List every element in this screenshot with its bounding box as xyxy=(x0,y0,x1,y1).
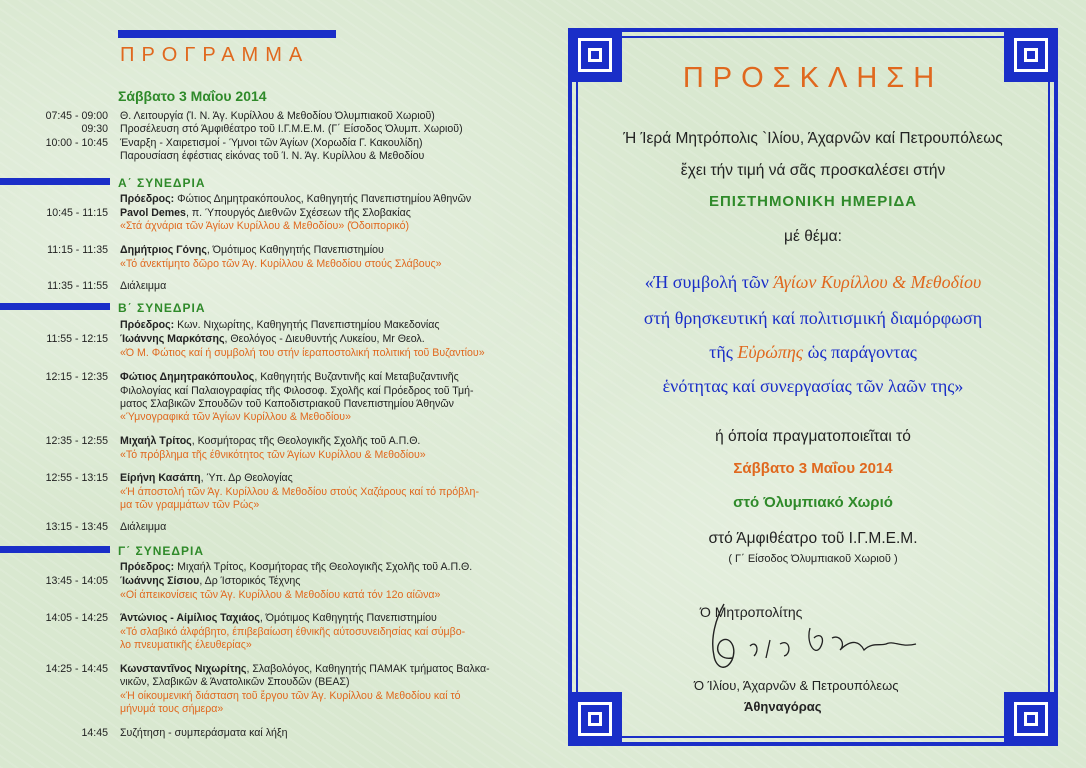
frame-inner-bottom xyxy=(576,736,1050,738)
venue-note: ( Γ΄ Είσοδος Όλυμπιακοῦ Χωριοῦ ) xyxy=(728,553,898,565)
program-title: ΠΡΟΓΡΑΜΜΑ xyxy=(120,44,310,66)
theme-line4: ἑνότητας καί συνεργασίας τῶν λαῶν της» xyxy=(662,376,964,396)
frame-border-top xyxy=(568,28,1058,32)
session-c-title: Γ΄ ΣΥΝΕΔΡΙΑ xyxy=(118,544,205,558)
invitation-line3: μέ θέμα: xyxy=(784,228,842,245)
invitation-title: ΠΡΟΣΚΛΗΣΗ xyxy=(682,62,944,94)
title-bar xyxy=(118,30,336,38)
signature-image xyxy=(680,598,930,678)
session-a-title: Α΄ ΣΥΝΕΔΡΙΑ xyxy=(118,176,206,190)
event-name: ΕΠΙΣΤΗΜΟΝΙΚΗ ΗΜΕΡΙΔΑ xyxy=(708,193,918,210)
invitation-place: στό Όλυμπιακό Χωριό xyxy=(733,494,893,511)
invitation-venue: στό Άμφιθέατρο τοῦ Ι.Γ.Μ.Ε.Μ. xyxy=(708,530,918,547)
session-a-bar xyxy=(0,178,110,185)
corner-ornament-bottom-left xyxy=(568,692,622,746)
theme-line1: «Ή συμβολή τῶν Άγίων Κυρίλλου & Μεθοδίου xyxy=(644,272,982,292)
session-b-bar xyxy=(0,303,110,310)
invitation-line1: Ή Ίερά Μητρόπολις `Ιλίου, Άχαρνῶν καί Πετρουπόλεως xyxy=(623,130,1003,147)
theme-line2: στή θρησκευτική καί πολιτισμική διαμόρφωση xyxy=(643,308,983,328)
invitation-line2: ἔχει τήν τιμή νά σᾶς προσκαλέσει στήν xyxy=(680,162,946,179)
corner-ornament-bottom-right xyxy=(1004,692,1058,746)
invitation-date: Σάββατο 3 Μαΐου 2014 xyxy=(733,460,893,477)
session-c-bar xyxy=(0,546,110,553)
signer-role: Ό Μητροπολίτης xyxy=(700,604,803,620)
invitation-line4: ή όποία πραγματοποιεῖται τό xyxy=(715,428,911,445)
program-date: Σάββατο 3 Μαΐου 2014 xyxy=(118,88,267,104)
signer-name: Άθηναγόρας xyxy=(744,699,822,714)
program-panel: ΠΡΟΓΡΑΜΜΑ Σάββατο 3 Μαΐου 2014 07:45 - 09:00 Θ. Λειτουργία (Ί. Ν. Άγ. Κυρίλλου & Μεθοδίου Όλυμπιακοῦ Χωριοῦ) 09:30 Προσέλευση στό Άμφιθέατρο τοῦ Ι.Γ.Μ.Ε.Μ. (Γ΄ Είσοδος Όλυμπ. Χωριοῦ) 10:00 - 10:45 Έναρξη - Χαιρετισμοί - Ύμνοι τῶν Άγίων (Χορωδία Γ. Κακουλίδη) Παρουσίαση έφέστιας εἰκόνας τοῦ Ί. Ν. Άγ. Κυρίλλου & Μεθοδίου Α΄ ΣΥΝΕΔΡΙΑ Πρόεδρος: Φώτιος Δημητρακόπουλος, Καθηγητής Πανεπιστημίου Άθηνῶν 10:45 - 11:15 Pavol Demes, π. Ύπουργός Διεθνῶν Σχέσεων τῆς Σλοβακίας «Στά άχνάρια τῶν Άγίων Κυρίλλου & Μεθοδίου» (Όδοιπορικό) 11:15 - 11:35 Δημήτριος Γόνης, Όμότιμος Καθηγητής Πανεπιστημίου «Τό άνεκτίμητο δῶρο τῶν Άγ. Κυρίλλου & Μεθοδίου στούς Σλάβους» 11:35 - 11:55 Διάλειμμα Β΄ ΣΥΝΕΔΡΙΑ Πρόεδρος: Κων. Νιχωρίτης, Καθηγητής Πανεπιστημίου Μακεδονίας 11:55 - 12:15 Ίωάννης Μαρκότσης, Θεολόγος - Διευθυντής Λυκείου, Mr Θεολ. «Ό Μ. Φώτιος καί ή συμβολή του στήν ίεραποστολική πολιτική τοῦ Βυζαντίου» 12:15 - 12:35 Φώτιος Δημητρακόπουλος, Καθηγητής Βυζαντινῆς καί Μεταβυζαντινῆς Φιλολογίας καί Παλαιογραφίας τῆς Φιλοσοφ. Σχολῆς καί Πρόεδρος τοῦ Τμή- ματος Σλαβικῶν Σπουδῶν τοῦ Καποδιστριακοῦ Πανεπιστημίου Άθηνῶν «Ύμνογραφικά τῶν Άγίων Κυρίλλου & Μεθοδίου» 12:35 - 12:55 Μιχαήλ Τρίτος, Κοσμήτορας τῆς Θεολογικῆς Σχολῆς τοῦ Α.Π.Θ. «Τό πρόβλημα τῆς έθνικότητος τῶν Άγίων Κυρίλλου & Μεθοδίου» 12:55 - 13:15 Είρήνη Κασάπη, Ύπ. Δρ Θεολογίας «Ή άποστολή τῶν Άγ. Κυρίλλου & Μεθοδίου στούς Χαζάρους καί τό πρόβλη- μα τῶν γραμμάτων τῶν Ρώς» 13:15 - 13:45 Διάλειμμα Γ΄ ΣΥΝΕΔΡΙΑ Πρόεδρος: Μιχαήλ Τρίτος, Κοσμήτορας τῆς Θεολογικῆς Σχολῆς τοῦ Α.Π.Θ. 13:45 - 14:05 Ίωάννης Σίσιου, Δρ Ίστορικός Τέχνης «Οί άπεικονίσεις τῶν Άγ. Κυρίλλου & Μεθοδίου κατά τόν 12ο αίῶνα» 14:05 - 14:25 Άντώνιος - Αίμίλιος Ταχιάος, Όμότιμος Καθηγητής Πανεπιστημίου «Τό σλαβικό άλφάβητο, έπιβεβαίωση έθνικῆς αύτοσυνειδησίας καί σύμβο- λο πνευματικῆς έλευθερίας» 14:25 - 14:45 Κωνσταντῖνος Νιχωρίτης, Σλαβολόγος, Καθηγητής ΠΑΜΑΚ τμήματος Βαλκα- νικῶν, Σλαβικῶν & Άνατολικῶν Σπουδῶν (ΒΕΑΣ) «Ή οίκουμενική διάσταση τοῦ ἔργου τῶν Άγ. Κυρίλλου & Μεθοδίου καί τό μήνυμά τους σήμερα» 14:45 Συζήτηση - συμπεράσματα καί λήξη xyxy=(0,0,560,768)
signer-see: Ό Ίλίου, Άχαρνῶν & Πετρουπόλεως xyxy=(694,678,899,693)
frame-border-bottom xyxy=(568,742,1058,746)
session-b-title: Β΄ ΣΥΝΕΔΡΙΑ xyxy=(118,301,206,315)
theme-line3: τῆς Εὐρώπης ὡς παράγοντας xyxy=(709,342,917,362)
frame-inner-top xyxy=(576,36,1050,38)
